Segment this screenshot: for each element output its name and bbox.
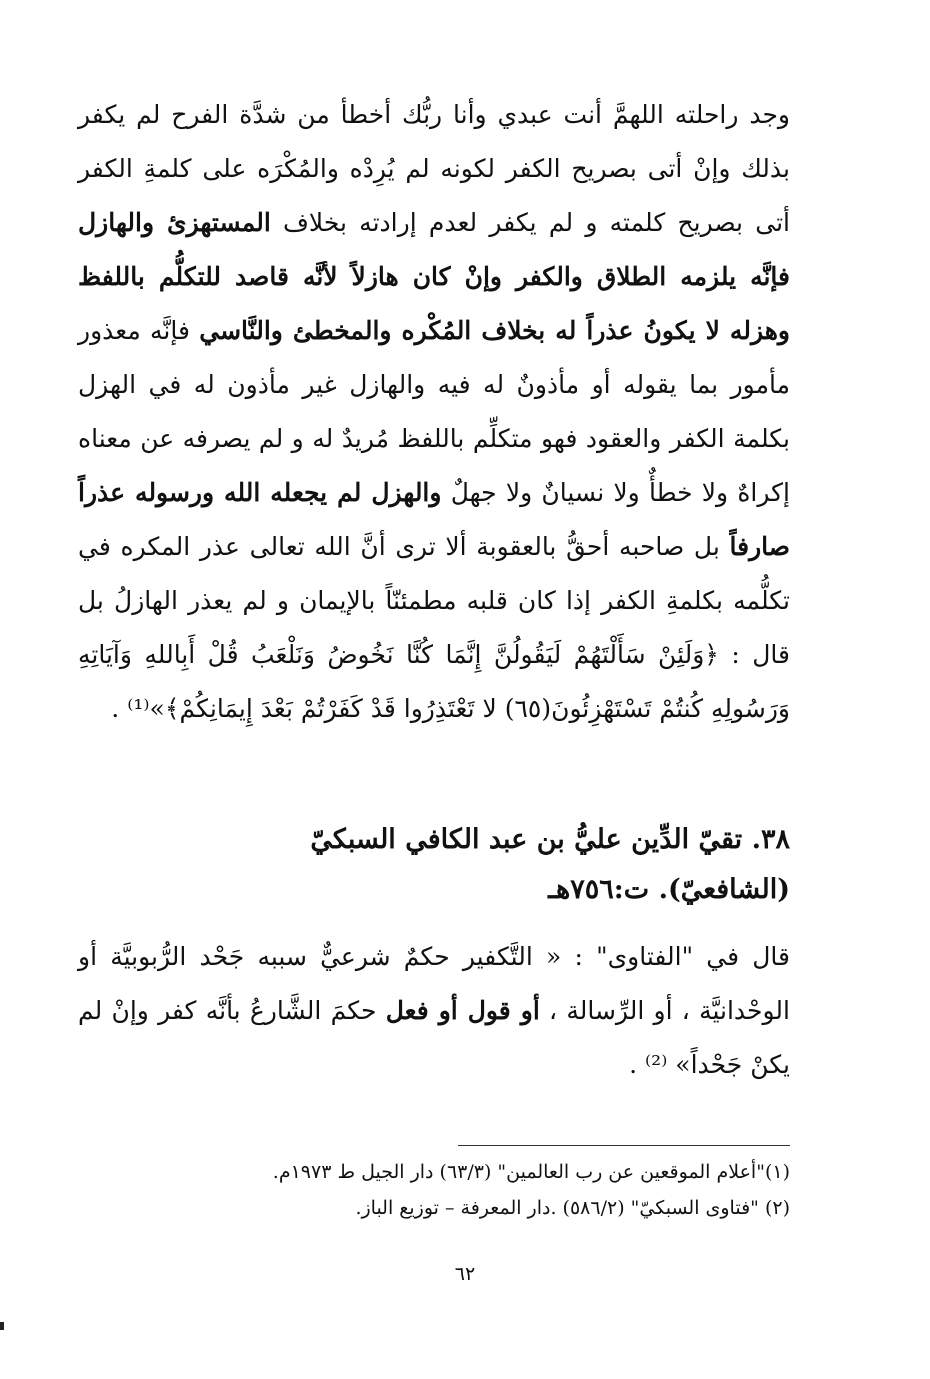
footnotes	[120, 1154, 790, 1226]
main-paragraph	[78, 88, 790, 736]
heading-line-2: (الشافعيّ). ت:٧٥٦هـ	[548, 874, 790, 905]
heading-line-1: ٣٨. تقيّ الدِّين عليُّ بن عبد الكافي السبكيّ	[310, 824, 790, 855]
section-heading	[78, 815, 790, 915]
paragraph-end: »⁽¹⁾ .	[111, 694, 165, 723]
scan-mark	[0, 1322, 4, 1330]
footnote-1: (١)"أعلام الموقعين عن رب العالمين" (٦٣/٣) دار الجيل ط ١٩٧٣م.	[272, 1161, 790, 1183]
bold-text: أو قول أو فعل	[385, 996, 540, 1025]
second-paragraph	[78, 930, 790, 1092]
footnote-2: (٢) "فتاوى السبكيّ" (٥٨٦/٢) .دار المعرفة – توزيع الباز.	[355, 1197, 790, 1219]
paragraph-text: وجد راحلته اللهمَّ أنت عبدي وأنا ربُّك أخطأ من شدَّة الفرح لم يكفر بذلك وإنْ أتى بصريح الكفر لكونه لم يُرِدْه والمُكْرَه على كلمةِ الكفر أتى بصريح كلمته و لم يكفر لعدم إرادته بخلاف	[78, 100, 790, 237]
paragraph-text: فإنَّه معذور مأمور بما يقوله أو مأذونٌ له فيه والهازل غير مأذون له في الهزل بكلمة الكفر والعقود فهو متكلِّم باللفظ مُريدٌ له و لم يصرفه عن معناه إكراهٌ ولا خطأٌ ولا نسيانٌ ولا جهلٌ	[78, 316, 791, 507]
bold-text: المستهزئ والهازل فإنَّه يلزمه الطلاق والكفر وإنْ كان هازلاً لأنَّه قاصد للتكلُّم باللفظ وهزله لا يكونُ عذراً له بخلاف المُكْره والمخطئ والنَّاسي	[78, 208, 791, 345]
paragraph-text: حكمَ الشَّارعُ بأنَّه كفر وإنْ لم يكنْ جَحْداً» ⁽²⁾ .	[78, 996, 790, 1079]
quran-verse: ﴿وَلَئِنْ سَأَلْتَهُمْ لَيَقُولُنَّ إِنَّمَا كُنَّا نَخُوضُ وَنَلْعَبُ قُلْ أَبِاللهِ وَآيَاتِهِ وَرَسُولِهِ كُنتُمْ تَسْتَهْزِئُونَ(٦٥) لا تَعْتَذِرُوا قَدْ كَفَرْتُمْ بَعْدَ إِيمَانِكُمْ﴾	[78, 640, 790, 723]
bold-text: والهزل لم يجعله الله ورسوله عذراً صارفاً	[78, 478, 790, 561]
page-number: ٦٢	[454, 1263, 476, 1285]
paragraph-text: قال في "الفتاوى" : « التَّكفير حكمٌ شرعيٌّ سببه جَحْد الرُّبوبيَّة أو الوحْدانيَّة ، أو الرِّسالة ،	[78, 942, 790, 1025]
paragraph-text: بل صاحبه أحقُّ بالعقوبة ألا ترى أنَّ الله تعالى عذر المكره في تكلُّمه بكلمةِ الكفر إذا كان قلبه مطمئنّاً بالإيمان و لم يعذر الهازلُ بل قال :	[78, 532, 790, 669]
footnote-divider	[458, 1145, 790, 1146]
